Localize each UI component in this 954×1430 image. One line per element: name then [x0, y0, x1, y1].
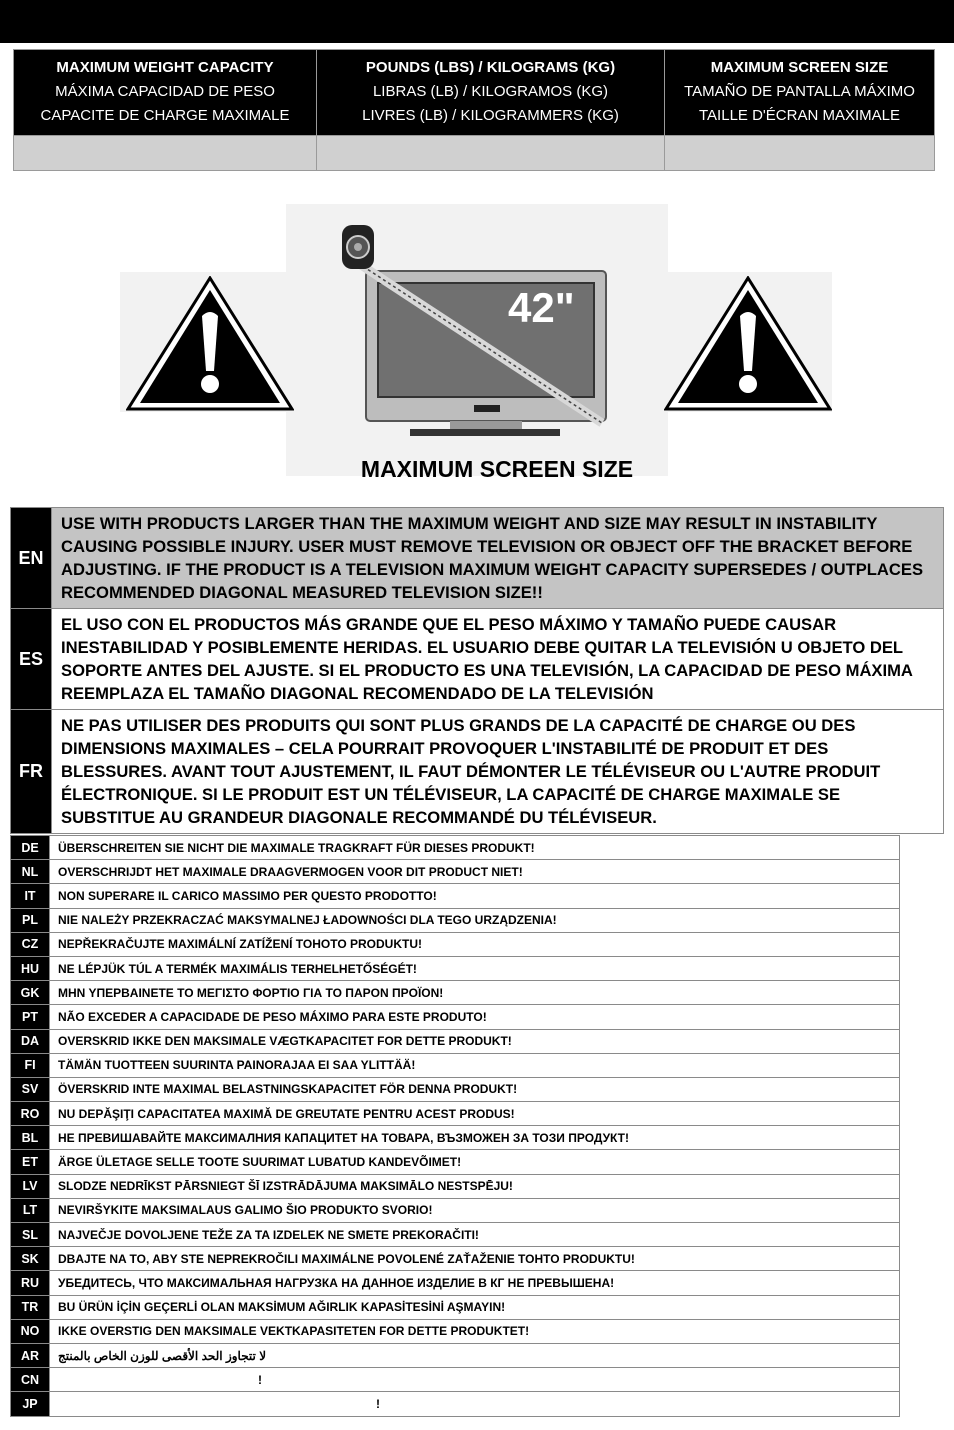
warning-row-fi: FI TÄMÄN TUOTTEEN SUURINTA PAINORAJAA EI SAA YLITTÄÄ!	[11, 1053, 900, 1077]
warning-row-da: DA OVERSKRID IKKE DEN MAKSIMALE VÆGTKAPACITET FOR DETTE PRODUKT!	[11, 1029, 900, 1053]
warnings-short-table	[10, 835, 900, 1417]
weight-capacity-value	[14, 135, 317, 170]
warning-row-pt: PT NÃO EXCEDER A CAPACIDADE DE PESO MÁXIMO PARA ESTE PRODUTO!	[11, 1005, 900, 1029]
spec-table	[13, 49, 935, 171]
tape-measure-icon	[338, 219, 380, 277]
warning-row-no: NO IKKE OVERSTIG DEN MAKSIMALE VEKTKAPASITETEN FOR DETTE PRODUKTET!	[11, 1319, 900, 1343]
warning-row-sv: SV ÖVERSKRID INTE MAXIMAL BELASTNINGSKAPACITET FÖR DENNA PRODUKT!	[11, 1077, 900, 1101]
warning-row-de: DE ÜBERSCHREITEN SIE NICHT DIE MAXIMALE TRAGKRAFT FÜR DIESES PRODUKT!	[11, 836, 900, 860]
warning-row-fr: FR NE PAS UTILISER DES PRODUITS QUI SONT PLUS GRANDS DE LA CAPACITÉ DE CHARGE OU DES DIMENSIONS MAXIMALES – CELA POURRAIT PROVOQUER L'INSTABILITÉ DE PRODUIT ET DES BLESSURES. AVANT TOUT AJUSTEMENT, IL FAUT DÉMONTER LE TÉLÉVISEUR OU L'AUTRE PRODUIT ÉLECTRONIQUE. SI LE PRODUIT EST UN TÉLÉVISEUR, LA CAPACITÉ DE CHARGE MAXIMALE SE SUBSTITUE AU GRANDEUR DIAGONALE RECOMMANDÉ DU TÉLÉVISEUR.	[11, 710, 944, 834]
screen-size-value	[665, 135, 935, 170]
warning-triangle-icon	[664, 276, 832, 412]
warning-row-ru: RU УБЕДИТЕСЬ, ЧТО МАКСИМАЛЬНАЯ НАГРУЗКА НА ДАННОЕ ИЗДЕЛИЕ В КГ НЕ ПРЕВЫШЕНА!	[11, 1271, 900, 1295]
warning-row-ro: RO NU DEPĂŞIŢI CAPACITATEA MAXIMĂ DE GREUTATE PENTRU ACEST PRODUS!	[11, 1102, 900, 1126]
top-black-bar	[0, 0, 954, 43]
warning-row-sk: SK DBAJTE NA TO, ABY STE NEPREKROČILI MAXIMÁLNE POVOLENÉ ZAŤAŽENIE TOHTO PRODUKTU!	[11, 1247, 900, 1271]
warning-row-nl: NL OVERSCHRIJDT HET MAXIMALE DRAAGVERMOGEN VOOR DIT PRODUCT NIET!	[11, 860, 900, 884]
warning-row-en: EN USE WITH PRODUCTS LARGER THAN THE MAXIMUM WEIGHT AND SIZE MAY RESULT IN INSTABILITY CAUSING POSSIBLE INJURY. USER MUST REMOVE TELEVISION OR OBJECT OFF THE BRACKET BEFORE ADJUSTING. IF THE PRODUCT IS A TELEVISION MAXIMUM WEIGHT CAPACITY SUPERSEDES / OUTPLACES RECOMMENDED DIAGONAL MEASURED TELEVISION SIZE!!	[11, 508, 944, 609]
warning-row-hu: HU NE LÉPJÜK TÚL A TERMÉK MAXIMÁLIS TERHELHETŐSÉGÉT!	[11, 956, 900, 980]
screen-size-header: MAXIMUM SCREEN SIZE TAMAÑO DE PANTALLA MÁXIMO TAILLE D'ÉCRAN MAXIMALE	[665, 50, 935, 136]
warning-row-bl: BL НЕ ПРЕВИШАВАЙТЕ МАКСИМАЛНИЯ КАПАЦИТЕТ НА ТОВАРА, ВЪЗМОЖЕН ЗА ТОЗИ ПРОДУКТ!	[11, 1126, 900, 1150]
warning-row-et: ET ÄRGE ÜLETAGE SELLE TOOTE SUURIMAT LUBATUD KANDEVÕIMET!	[11, 1150, 900, 1174]
warning-row-gk: GK ΜΗΝ ΥΠΕΡΒΑΙΝΕΤΕ ΤΟ ΜΕΓΙΣΤΟ ΦΟΡΤΙΟ ΓΙΑ ΤΟ ΠΑΡΟΝ ΠΡΟΪΟΝ!	[11, 981, 900, 1005]
warnings-main-table	[10, 507, 944, 834]
warning-row-ar: AR لا تتجاوز الحد الأقصى للوزن الخاص بالمنتج	[11, 1343, 900, 1367]
warning-row-es: ES EL USO CON EL PRODUCTOS MÁS GRANDE QUE EL PESO MÁXIMO Y TAMAÑO PUEDE CAUSAR INESTABILIDAD Y POSIBLEMENTE HERIDAS. EL USUARIO DEBE QUITAR LA TELEVISIÓN U OBJETO DEL SOPORTE ANTES DEL AJUSTE. SI EL PRODUCTO ES UNA TELEVISIÓN, LA CAPACIDAD DE PESO MÁXIMA REEMPLAZA EL TAMAÑO DIAGONAL RECOMENDADO DE LA TELEVISIÓN	[11, 609, 944, 710]
screen-size-label: 42"	[508, 284, 575, 331]
figure-caption: MAXIMUM SCREEN SIZE	[360, 456, 634, 482]
warning-row-pl: PL NIE NALEŻY PRZEKRACZAĆ MAKSYMALNEJ ŁADOWNOŚCI DLA TEGO URZĄDZENIA!	[11, 908, 900, 932]
warning-row-lt: LT NEVIRŠYKITE MAKSIMALAUS GALIMO ŠIO PRODUKTO SVORIO!	[11, 1198, 900, 1222]
warning-row-it: IT NON SUPERARE IL CARICO MASSIMO PER QUESTO PRODOTTO!	[11, 884, 900, 908]
warning-row-cn: CN !	[11, 1368, 900, 1392]
warning-row-lv: LV SLODZE NEDRĪKST PĀRSNIEGT ŠĪ IZSTRĀDĀJUMA MAKSIMĀLO NESTSPĒJU!	[11, 1174, 900, 1198]
warning-row-sl: SL NAJVEČJE DOVOLJENE TEŽE ZA TA IZDELEK NE SMETE PREKORAČITI!	[11, 1223, 900, 1247]
units-header: POUNDS (LBS) / KILOGRAMS (KG) LIBRAS (LB) / KILOGRAMOS (KG) LIVRES (LB) / KILOGRAMMERS (KG)	[317, 50, 665, 136]
warning-triangle-icon	[126, 276, 294, 412]
units-value	[317, 135, 665, 170]
warning-row-tr: TR BU ÜRÜN İÇİN GEÇERLİ OLAN MAKSİMUM AĞIRLIK KAPASİTESİNİ AŞMAYIN!	[11, 1295, 900, 1319]
weight-capacity-header: MAXIMUM WEIGHT CAPACITY MÁXIMA CAPACIDAD DE PESO CAPACITE DE CHARGE MAXIMALE	[14, 50, 317, 136]
warning-row-cz: CZ NEPŘEKRAČUJTE MAXIMÁLNÍ ZATÍŽENÍ TOHOTO PRODUKTU!	[11, 932, 900, 956]
warning-row-jp: JP !	[11, 1392, 900, 1416]
